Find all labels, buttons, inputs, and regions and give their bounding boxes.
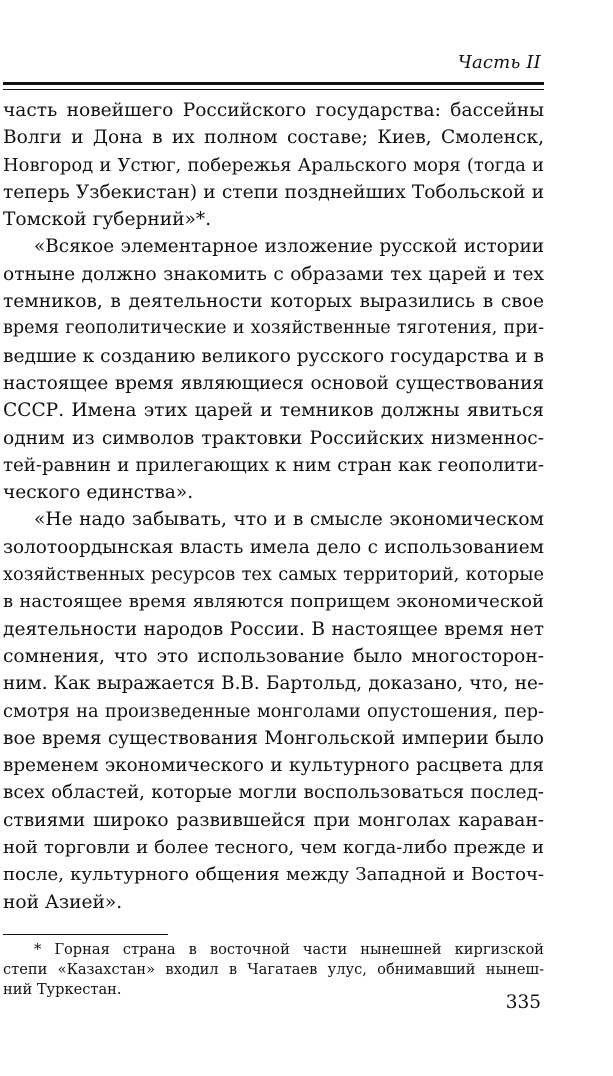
- header-rule-thick: [3, 82, 544, 85]
- body-line: Новгород и Устюг, побережья Аральского моря (тогда и: [3, 154, 544, 176]
- body-line: ной Азией».: [3, 891, 123, 913]
- body-line: теперь Узбекистан) и степи позднейших Тобольской и: [3, 181, 544, 203]
- footnote-line: * Горная страна в восточной части нынешней киргизской: [34, 941, 544, 958]
- body-line: ведшие к созданию великого русского государства и в: [3, 345, 544, 367]
- body-line: деятельности народов России. В настоящее время нет: [3, 618, 544, 640]
- header-rule-thin: [3, 89, 544, 90]
- body-line: ним. Как выражается В.В. Бартольд, доказано, что, не-: [3, 673, 544, 695]
- body-line: ной торговли и более тесного, чем когда-либо прежде и: [3, 837, 544, 859]
- body-line: СССР. Имена этих царей и темников должны явиться: [3, 400, 544, 422]
- body-line: в настоящее время являются поприщем экономической: [3, 591, 544, 613]
- body-line: отныне должно знакомить с образами тех царей и тех: [3, 263, 544, 285]
- body-line: «Не надо забывать, что и в смысле экономическом: [34, 509, 544, 531]
- body-line: «Всякое элементарное изложение русской истории: [34, 236, 544, 258]
- body-line: ствиями широко развившейся при монголах караван-: [3, 809, 544, 831]
- footnote-line: ний Туркестан.: [3, 980, 122, 998]
- body-line: золотоордынская власть имела дело с использованием: [3, 536, 544, 558]
- footnote: [3, 940, 544, 999]
- body-line: сомнения, что это использование было многосторон-: [3, 645, 544, 667]
- body-line: Волги и Дона в их полном составе; Киев, Смоленск,: [3, 127, 544, 149]
- body-line: темников, в деятельности которых выразились в свое: [3, 291, 544, 313]
- body-line: Томской губерний»*.: [3, 209, 212, 231]
- body-line: хозяйственных ресурсов тех самых территорий, которые: [3, 564, 544, 586]
- body-line: время геополитические и хозяйственные тяготения, при-: [3, 318, 544, 339]
- body-line: одним из символов трактовки Российских низменнос-: [3, 427, 544, 449]
- body-line: после, культурного общения между Западной и Восточ-: [3, 864, 544, 886]
- body-line: всех областей, которые могли воспользоваться послед-: [3, 782, 544, 804]
- body-line: настоящее время являющиеся основой существования: [3, 372, 544, 394]
- footnote-line: степи «Казахстан» входил в Чагатаев улус, обнимавший нынеш-: [3, 960, 544, 978]
- page-number: 335: [505, 992, 541, 1013]
- body-line: тей-равнин и прилегающих к ним стран как геополити-: [3, 454, 544, 476]
- body-line: временем экономического и культурного расцвета для: [3, 755, 544, 777]
- body-line: часть новейшего Российского государства: бассейны: [3, 100, 544, 121]
- body-line: ческого единства».: [3, 482, 194, 504]
- running-head: Часть II: [457, 52, 541, 73]
- body-text: [3, 97, 544, 916]
- footnote-rule: [3, 934, 168, 935]
- body-line: вое время существования Монгольской империи было: [3, 727, 544, 749]
- body-line: смотря на произведенные монголами опустошения, пер-: [3, 700, 544, 722]
